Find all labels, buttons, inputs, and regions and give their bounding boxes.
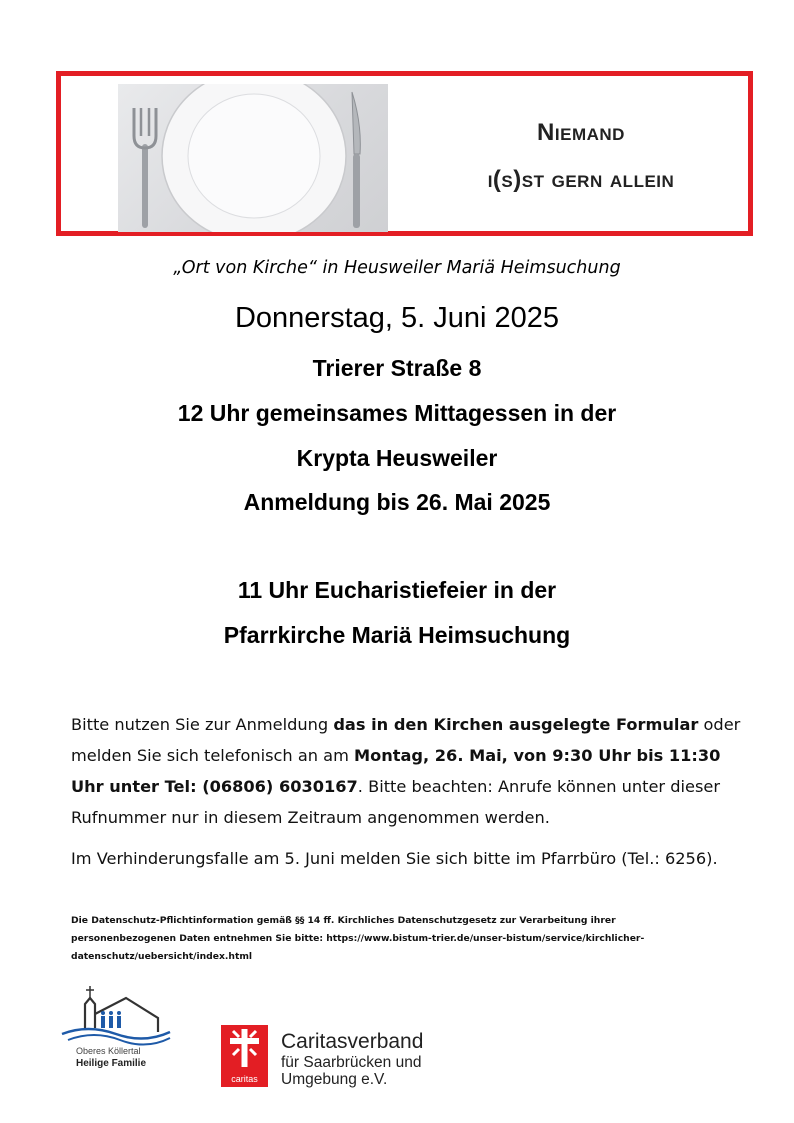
privacy-notice: Die Datenschutz-Pflichtinformation gemäß §§ 14 ff. Kirchliches Datenschutzgesetz zur Verarbeitung ihrer personenbezogenen Daten entnehmen Sie bitte: https://www.bistum-trier.de/unser-bistum/service/kirchlicher-datenschutz/uebersicht/index.html	[71, 915, 645, 962]
caritas-flame-cross-icon	[221, 1025, 268, 1071]
caritas-name: Caritasverband	[281, 1030, 424, 1053]
caritas-wordmark	[281, 1030, 423, 1088]
event-subtitle: „Ort von Kirche“ in Heusweiler Mariä Heimsuchung	[173, 258, 621, 278]
parish-church-icon	[58, 984, 176, 1048]
caritas-logo	[221, 1025, 268, 1087]
registration-text-form: das in den Kirchen ausgelegte Formular	[333, 715, 699, 734]
caritas-sub-2: Umgebung e.V.	[281, 1071, 388, 1088]
parish-region: Oberes Köllertal	[76, 1046, 141, 1056]
event-lunch: 12 Uhr gemeinsames Mittagessen in der	[177, 400, 617, 426]
event-date: Donnerstag, 5. Juni 2025	[234, 302, 560, 334]
registration-text-c: oder melden Sie sich telefonisch an am	[71, 715, 741, 765]
caritas-sub-1: für Saarbrücken und	[281, 1054, 422, 1071]
parish-logo	[58, 984, 176, 1088]
event-street: Trierer Straße 8	[312, 355, 482, 381]
caritas-badge-label: caritas	[231, 1074, 258, 1084]
registration-text-e: . Bitte beachten: Anrufe können unter dieser Rufnummer nur in diesem Zeitraum angenommen werden.	[71, 777, 721, 827]
slogan-line-2: i(s)st gern allein	[487, 166, 675, 193]
mass-line-1: 11 Uhr Eucharistiefeier in der	[237, 577, 557, 603]
event-location: Krypta Heusweiler	[296, 445, 498, 471]
plate-cutlery-image	[118, 84, 388, 232]
registration-text-phone: Montag, 26. Mai, von 9:30 Uhr bis 11:30 Uhr unter Tel: (06806) 6030167	[71, 746, 721, 796]
event-registration-deadline: Anmeldung bis 26. Mai 2025	[243, 489, 551, 515]
slogan-line-1: Niemand	[537, 119, 625, 146]
registration-paragraph	[71, 709, 751, 833]
absence-paragraph: Im Verhinderungsfalle am 5. Juni melden Sie sich bitte im Pfarrbüro (Tel.: 6256).	[71, 849, 718, 868]
mass-line-2: Pfarrkirche Mariä Heimsuchung	[223, 622, 571, 648]
header-frame	[56, 71, 753, 236]
registration-text-a: Bitte nutzen Sie zur Anmeldung	[71, 715, 334, 734]
parish-name: Heilige Familie	[76, 1058, 147, 1069]
